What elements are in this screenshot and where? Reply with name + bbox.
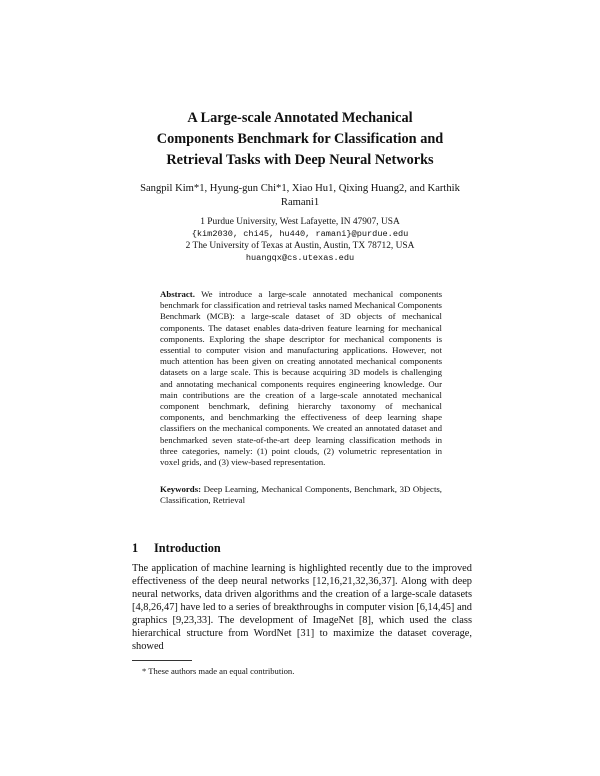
section-heading xyxy=(132,541,472,556)
footnote: * These authors made an equal contribution. xyxy=(142,666,295,676)
keywords-label: Keywords: xyxy=(160,484,202,494)
abstract-text: We introduce a large-scale annotated mechanical components benchmark for classification and retrieval tasks named Mechanical Components Benchmark (MCB): a large-scale dataset of 3D objects of mechanical components. The dataset enables data-driven feature learning for mechanical components. Exploring the shape descriptor for mechanical components is essential to computer vision and manufacturing applications. However, not much attention has been given on creating annotated mechanical components datasets on a large scale. This is because acquiring 3D models is challenging and annotating mechanical components requires engineering knowledge. Our main contributions are the creation of a large-scale annotated mechanical component benchmark, defining hierarchy taxonomy of mechanical components, and benchmarking the effectiveness of deep learning shape classifiers on the mechanical components. We created an annotated dataset and benchmarked seven state-of-the-art deep learning classification methods in three categories, namely: (1) point clouds, (2) volumetric representation in voxel grids, and (3) view-based representation. xyxy=(160,289,443,468)
affiliation-utexas: 2 The University of Texas at Austin, Austin, TX 78712, USA xyxy=(185,241,415,251)
footnote-rule xyxy=(132,660,192,661)
title-line: Components Benchmark for Classification and xyxy=(156,131,444,147)
introduction-body xyxy=(132,562,472,653)
section-number: 1 xyxy=(132,541,139,555)
author-list: Sangpil Kim*1, Hyung-gun Chi*1, Xiao Hu1, Qixing Huang2, and Karthik Ramani1 xyxy=(140,183,460,208)
abstract xyxy=(160,289,442,468)
keywords xyxy=(160,484,442,506)
affiliations xyxy=(150,216,450,264)
title-line: Retrieval Tasks with Deep Neural Networks xyxy=(166,152,434,168)
section-title: Introduction xyxy=(154,541,221,555)
abstract-label: Abstract. xyxy=(160,289,195,299)
title-line: A Large-scale Annotated Mechanical xyxy=(187,110,413,126)
affiliation-utexas-email: huangqx@cs.utexas.edu xyxy=(245,253,355,263)
intro-paragraph: The application of machine learning is highlighted recently due to the improved effectiveness of the deep neural networks [12,16,21,32,36,37]. Along with deep neural networks, data driven algorithms and the creation of a large-scale datasets [4,8,26,47] have led to a series of breakthroughs in computer vision [6,14,45] and graphics [9,23,33]. The development of ImageNet [8], which used the class hierarchical structure from WordNet [31] to maximize the dataset coverage, showed xyxy=(132,563,472,652)
affiliation-purdue-email: {kim2030, chi45, hu440, ramani}@purdue.edu xyxy=(191,229,409,239)
keywords-text: Deep Learning, Mechanical Components, Benchmark, 3D Objects, Classification, Retrieval xyxy=(160,484,443,506)
affiliation-purdue: 1 Purdue University, West Lafayette, IN 47907, USA xyxy=(200,217,400,227)
paper-title xyxy=(100,108,500,171)
